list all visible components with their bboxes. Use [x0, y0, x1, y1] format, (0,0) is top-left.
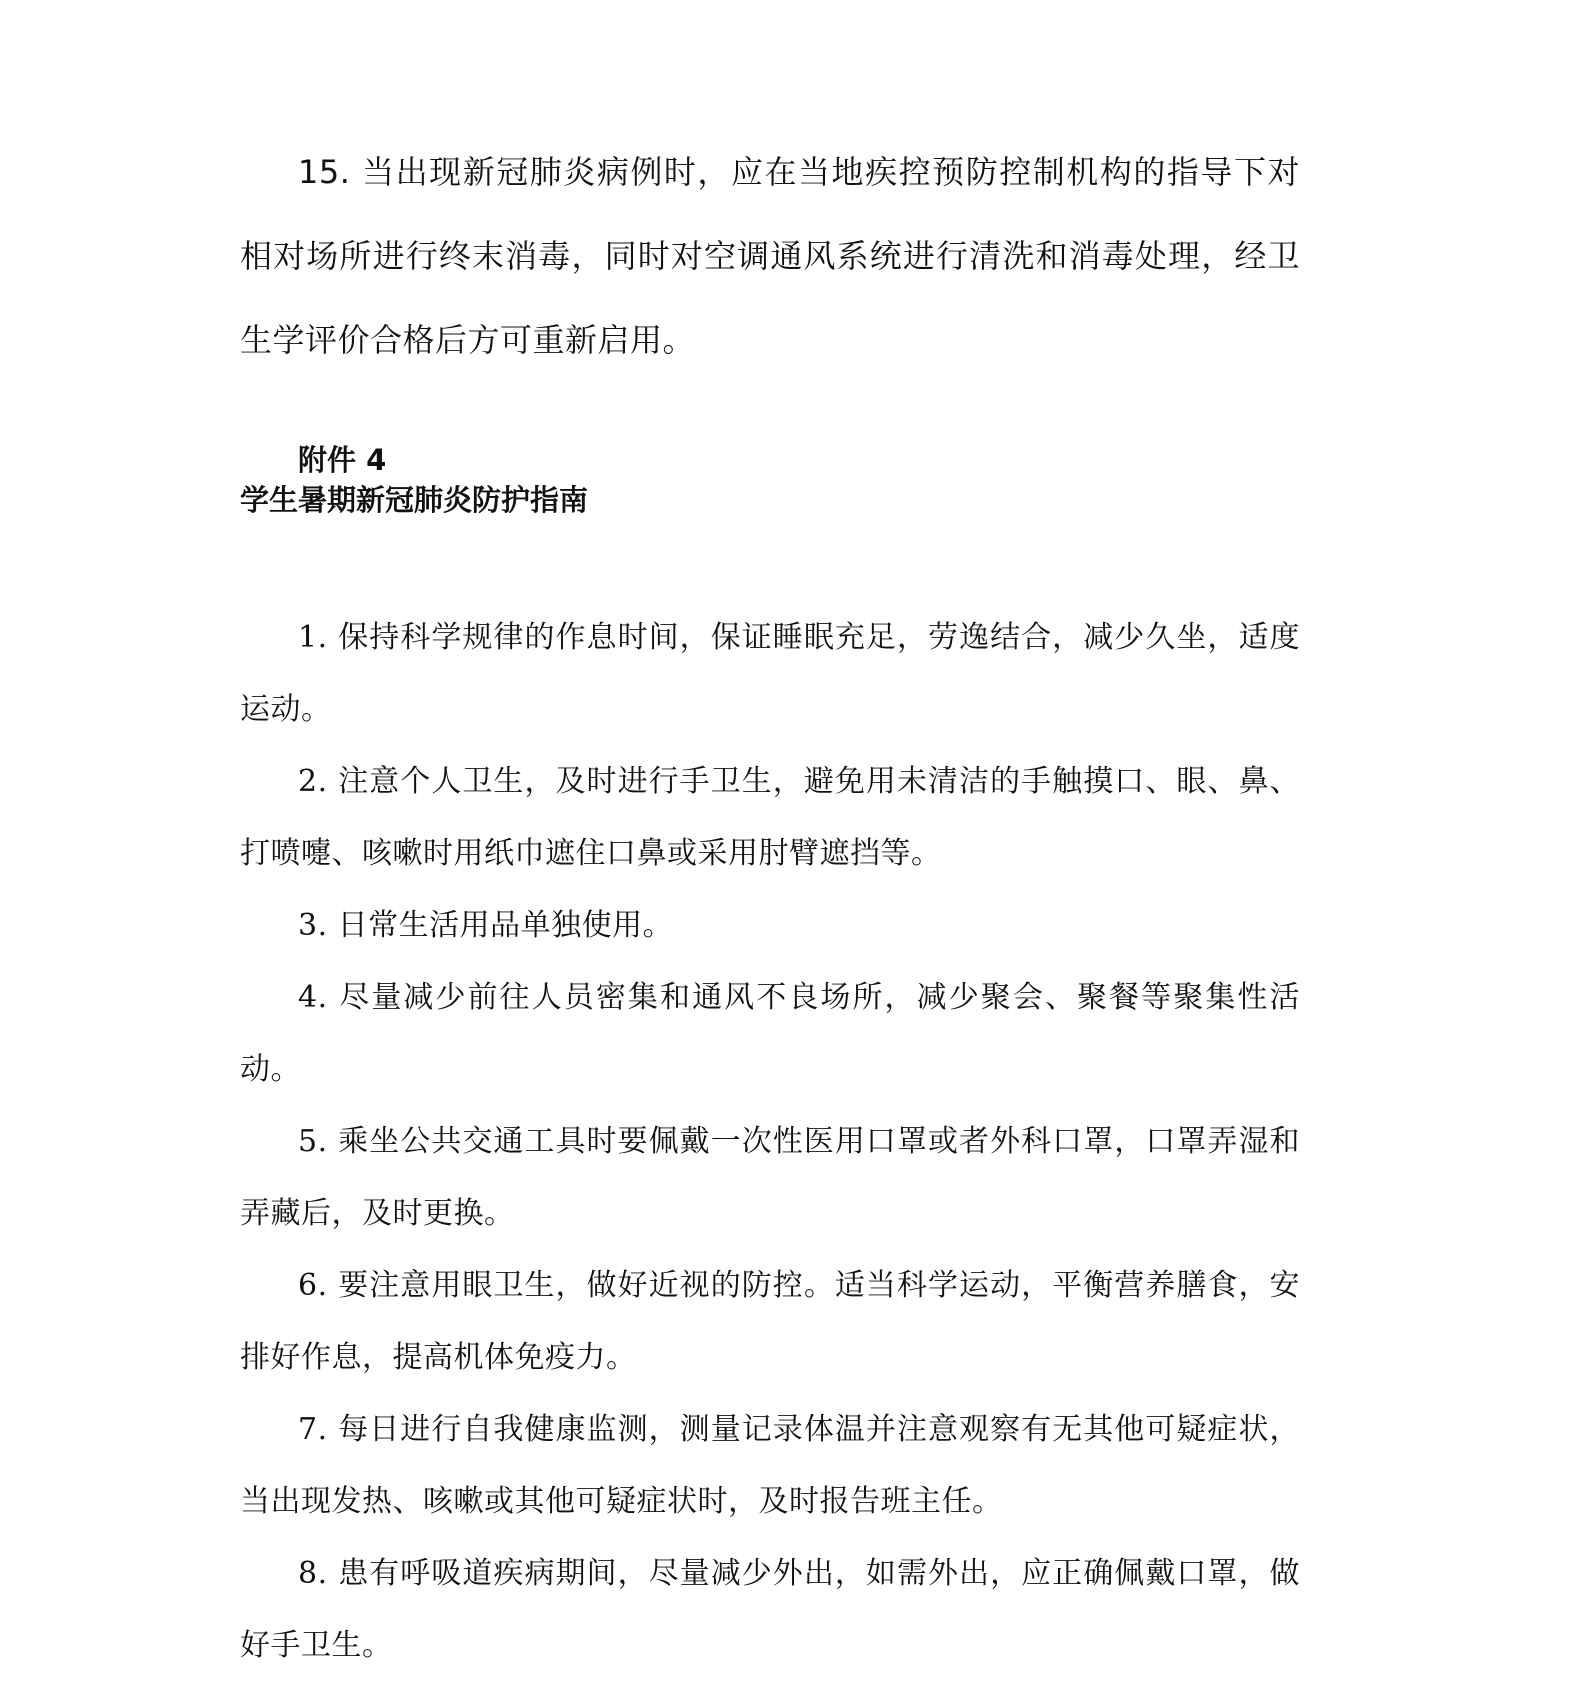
guide-item-1: 1. 保持科学规律的作息时间，保证睡眠充足，劳逸结合，减少久坐，适度运动。 — [240, 620, 1300, 727]
guide-item-8: 8. 患有呼吸道疾病期间，尽量减少外出，如需外出，应正确佩戴口罩，做好手卫生。 — [240, 1556, 1300, 1663]
guide-item-3: 3. 日常生活用品单独使用。 — [298, 908, 674, 943]
guide-item-6: 6. 要注意用眼卫生，做好近视的防控。适当科学运动，平衡营养膳食，安排好作息，提高机体免疫力。 — [240, 1268, 1300, 1375]
guide-item-4: 4. 尽量减少前往人员密集和通风不良场所，减少聚会、聚餐等聚集性活动。 — [240, 980, 1300, 1087]
attachment-title: 学生暑期新冠肺炎防护指南 — [240, 483, 589, 517]
guide-list — [240, 602, 1300, 1682]
paragraph-15: 15. 当出现新冠肺炎病例时，应在当地疾控预防控制机构的指导下对相对场所进行终末消毒，同时对空调通风系统进行清洗和消毒处理，经卫生学评价合格后方可重新启用。 — [240, 153, 1300, 359]
guide-item-2: 2. 注意个人卫生，及时进行手卫生，避免用未清洁的手触摸口、眼、鼻、打喷嚏、咳嗽时用纸巾遮住口鼻或采用肘臂遮挡等。 — [240, 764, 1300, 871]
guide-item-5: 5. 乘坐公共交通工具时要佩戴一次性医用口罩或者外科口罩，口罩弄湿和弄藏后，及时更换。 — [240, 1124, 1300, 1231]
attachment-label: 附件 4 — [298, 443, 387, 477]
guide-item-7: 7. 每日进行自我健康监测，测量记录体温并注意观察有无其他可疑症状，当出现发热、咳嗽或其他可疑症状时，及时报告班主任。 — [240, 1412, 1300, 1519]
